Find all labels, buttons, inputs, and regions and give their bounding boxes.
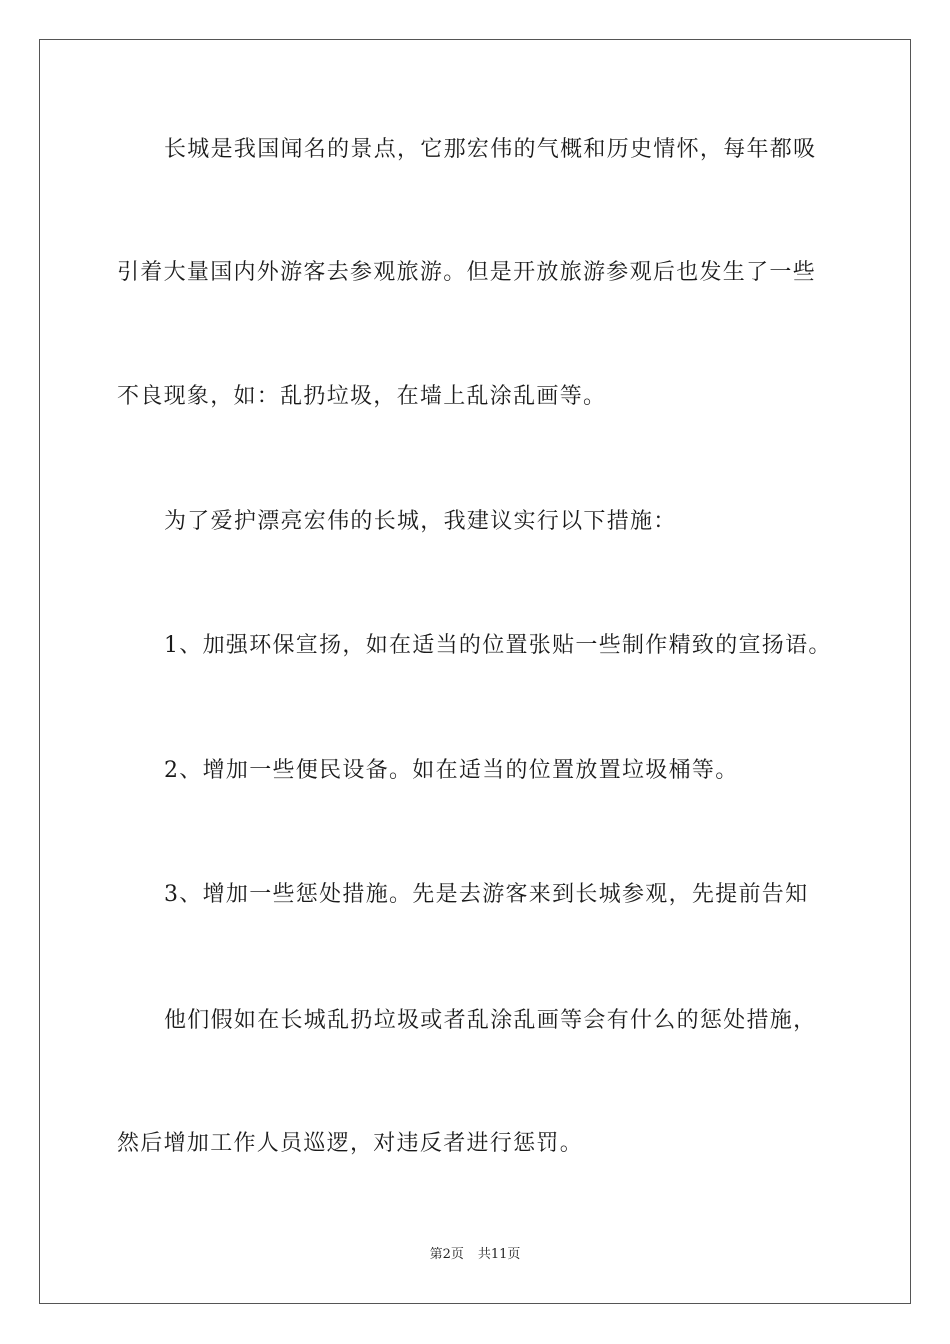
paragraph-line-1: 长城是我国闻名的景点，它那宏伟的气概和历史情怀，每年都吸 bbox=[164, 137, 817, 162]
paragraph-line-3: 不良现象，如：乱扔垃圾，在墙上乱涂乱画等。 bbox=[117, 384, 607, 409]
page-border bbox=[39, 39, 911, 1304]
list-item-3: 3、增加一些惩处措施。先是去游客来到长城参观，先提前告知 bbox=[164, 882, 809, 907]
list-item-3-last-line: 然后增加工作人员巡逻，对违反者进行惩罚。 bbox=[117, 1131, 584, 1156]
page-number: 第2页 bbox=[429, 1247, 464, 1262]
list-item-3-continued: 他们假如在长城乱扔垃圾或者乱涂乱画等会有什么的惩处措施， bbox=[164, 1008, 817, 1033]
paragraph-line-4: 为了爱护漂亮宏伟的长城，我建议实行以下措施： bbox=[164, 509, 677, 534]
list-item-2: 2、增加一些便民设备。如在适当的位置放置垃圾桶等。 bbox=[164, 758, 739, 783]
list-item-1: 1、加强环保宣扬，如在适当的位置张贴一些制作精致的宣扬语。 bbox=[164, 633, 832, 658]
page-footer bbox=[0, 1247, 950, 1263]
page-total: 共11页 bbox=[477, 1247, 521, 1262]
paragraph-line-2: 引着大量国内外游客去参观旅游。但是开放旅游参观后也发生了一些 bbox=[117, 260, 817, 285]
